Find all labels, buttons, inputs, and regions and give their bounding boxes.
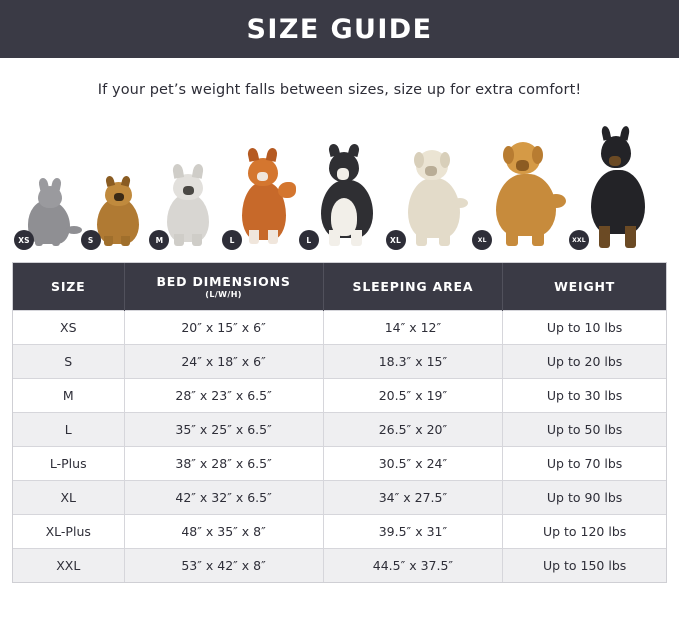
cell-dimensions: 35″ x 25″ x 6.5″ (124, 413, 323, 447)
cell-sleeping: 34″ x 27.5″ (323, 481, 503, 515)
table-head (13, 263, 666, 311)
badge-xl-plus: XL (472, 230, 492, 250)
table-row (13, 549, 666, 583)
animal-xs (18, 126, 78, 246)
animal-row (0, 116, 679, 246)
column-header-weight-label: WEIGHT (554, 279, 616, 294)
column-header-sleeping-area-label: SLEEPING AREA (352, 279, 474, 294)
header-band (0, 0, 679, 58)
size-table (13, 263, 666, 582)
cell-dimensions: 38″ x 28″ x 6.5″ (124, 447, 323, 481)
subtitle-text: If your pet’s weight falls between sizes, size up for extra comfort! (97, 82, 582, 98)
badge-l-plus: L (299, 230, 319, 250)
cell-dimensions: 53″ x 42″ x 8″ (124, 549, 323, 583)
badge-xs: XS (14, 230, 34, 250)
pomeranian-silhouette (89, 168, 147, 246)
cell-weight: Up to 70 lbs (503, 447, 666, 481)
animal-l-plus (307, 126, 383, 246)
border-collie-silhouette (307, 136, 383, 246)
animal-m (157, 126, 219, 246)
badge-s: S (81, 230, 101, 250)
cell-weight: Up to 30 lbs (503, 379, 666, 413)
cell-sleeping: 44.5″ x 37.5″ (323, 549, 503, 583)
badge-xl: XL (386, 230, 406, 250)
table-row (13, 345, 666, 379)
table-row (13, 447, 666, 481)
column-header-dimensions-label: BED DIMENSIONS (156, 274, 291, 289)
cell-dimensions: 20″ x 15″ x 6″ (124, 311, 323, 345)
cell-size: L (13, 413, 124, 447)
cell-sleeping: 20.5″ x 19″ (323, 379, 503, 413)
table-row (13, 311, 666, 345)
cell-size: XXL (13, 549, 124, 583)
cell-dimensions: 48″ x 35″ x 8″ (124, 515, 323, 549)
badge-l: L (222, 230, 242, 250)
column-header-dimensions-sub: (L/W/H) (205, 290, 242, 299)
cell-size: XL (13, 481, 124, 515)
animal-xl (390, 126, 470, 246)
animal-s (89, 126, 147, 246)
cell-size: XL-Plus (13, 515, 124, 549)
table-body (13, 311, 666, 583)
cell-sleeping: 26.5″ x 20″ (323, 413, 503, 447)
golden-retriever-silhouette (477, 128, 566, 246)
table-row (13, 379, 666, 413)
cell-dimensions: 42″ x 32″ x 6.5″ (124, 481, 323, 515)
cell-size: S (13, 345, 124, 379)
cell-dimensions: 28″ x 23″ x 6.5″ (124, 379, 323, 413)
french-bulldog-silhouette (157, 158, 219, 246)
cell-weight: Up to 120 lbs (503, 515, 666, 549)
cell-weight: Up to 150 lbs (503, 549, 666, 583)
cell-weight: Up to 20 lbs (503, 345, 666, 379)
table-row (13, 481, 666, 515)
cell-weight: Up to 90 lbs (503, 481, 666, 515)
cell-dimensions: 24″ x 18″ x 6″ (124, 345, 323, 379)
cell-sleeping: 30.5″ x 24″ (323, 447, 503, 481)
cell-weight: Up to 50 lbs (503, 413, 666, 447)
labrador-silhouette (390, 134, 470, 246)
cell-sleeping: 39.5″ x 31″ (323, 515, 503, 549)
column-header-weight (503, 263, 666, 311)
cell-sleeping: 18.3″ x 15″ (323, 345, 503, 379)
table-row (13, 413, 666, 447)
page-title: SIZE GUIDE (246, 13, 433, 45)
cell-size: L-Plus (13, 447, 124, 481)
cell-size: XS (13, 311, 124, 345)
column-header-size (13, 263, 124, 311)
doberman-silhouette (572, 126, 657, 246)
column-header-size-label: SIZE (51, 279, 86, 294)
animal-l (230, 126, 296, 246)
cell-weight: Up to 10 lbs (503, 311, 666, 345)
size-table-wrapper (12, 262, 667, 583)
shiba-inu-silhouette (230, 142, 296, 246)
table-row (13, 515, 666, 549)
badge-m: M (149, 230, 169, 250)
cat-silhouette (18, 174, 78, 246)
cell-sleeping: 14″ x 12″ (323, 311, 503, 345)
column-header-dimensions (124, 263, 323, 311)
badge-xxl: XXL (569, 230, 589, 250)
table-header-row (13, 263, 666, 311)
animal-xxl (572, 126, 657, 246)
column-header-sleeping-area (323, 263, 503, 311)
animal-xl-plus (477, 126, 566, 246)
cell-size: M (13, 379, 124, 413)
